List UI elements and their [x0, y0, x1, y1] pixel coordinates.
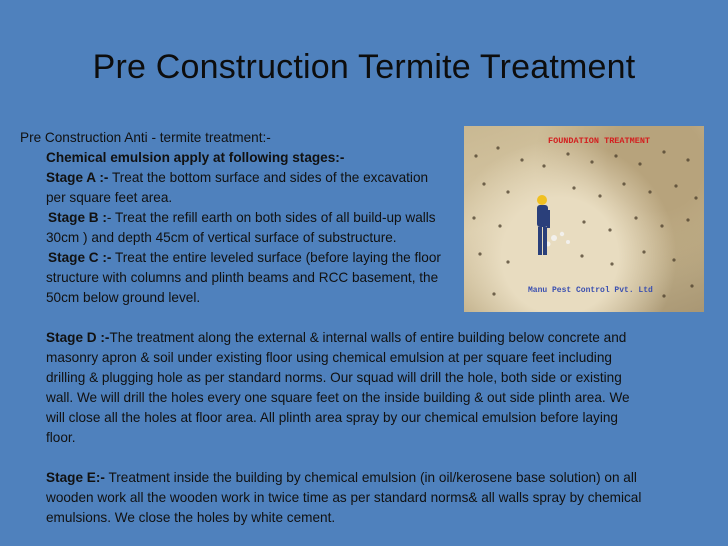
stages-heading: Chemical emulsion apply at following stages:- — [46, 150, 345, 165]
stage-a-label: Stage A :- — [46, 170, 109, 185]
stage-c-cont-1: structure with columns and plinth beams and RCC basement, the — [46, 270, 439, 285]
stage-a-cont: per square feet area. — [46, 190, 173, 205]
stage-e-label: Stage E:- — [46, 470, 105, 485]
stage-e-cont-2: emulsions. We close the holes by white cement. — [46, 510, 336, 525]
stage-d-cont-1: masonry apron & soil under existing floor using chemical emulsion at per square feet including — [46, 350, 612, 365]
intro-text: Pre Construction Anti - termite treatment:- — [20, 130, 271, 145]
stage-a: Stage A :- Treat the bottom surface and sides of the excavation — [46, 170, 429, 185]
stage-e: Stage E:- Treatment inside the building by chemical emulsion (in oil/kerosene base solution) on all — [46, 470, 637, 485]
slide-body — [20, 128, 710, 528]
stage-d-label: Stage D :- — [46, 330, 110, 345]
stage-d-cont-3: wall. We will drill the holes every one square feet on the inside building & out side plinth area. We — [46, 390, 630, 405]
photo-caption-bottom: Manu Pest Control Pvt. Ltd — [528, 286, 653, 295]
stage-b-cont: 30cm ) and depth 45cm of vertical surface of substructure. — [46, 230, 397, 245]
stage-b-label: Stage B : — [48, 210, 107, 225]
stage-e-cont-1: wooden work all the wooden work in twice time as per standard norms& all walls spray by chemical — [46, 490, 642, 505]
slide-title: Pre Construction Termite Treatment — [92, 48, 636, 86]
stage-c: Stage C :- Treat the entire leveled surface (before laying the floor — [48, 250, 441, 265]
stage-b: Stage B :- Treat the refill earth on both sides of all build-up walls — [48, 210, 436, 225]
photo-caption-top: FOUNDATION TREATMENT — [548, 136, 651, 146]
stage-c-cont-2: 50cm below ground level. — [46, 290, 201, 305]
stage-d-cont-5: floor. — [46, 430, 76, 445]
stage-d: Stage D :-The treatment along the external & internal walls of entire building below concrete and — [46, 330, 627, 345]
stage-d-cont-4: will close all the holes at floor area. All plinth area spray by our chemical emulsion before laying — [46, 410, 618, 425]
stage-d-cont-2: drilling & plugging hole as per standard norms. Our squad will drill the hole, both side or existing — [46, 370, 622, 385]
stage-c-label: Stage C :- — [48, 250, 112, 265]
